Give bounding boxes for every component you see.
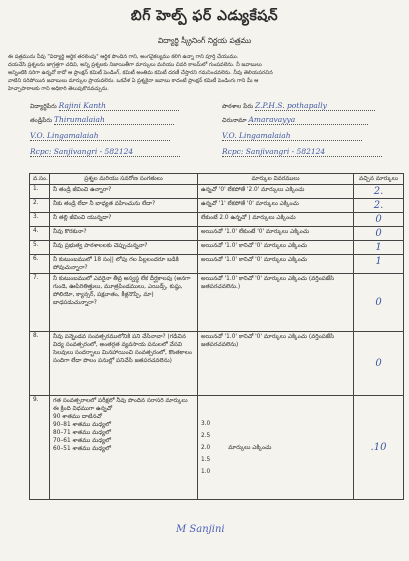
row-question: నీ కుటుంబములో 18 సం|| లోపు గల పిల్లలందరూ బడికి పోవుచున్నారా? — [50, 255, 198, 274]
handwritten-signature: M Sanjini — [176, 524, 225, 535]
row-question-cell — [50, 396, 198, 500]
grade-band: 80–71 శాతము మధ్యలో — [53, 430, 111, 436]
table-row — [30, 332, 404, 396]
row-description: ఉన్నచో '0' లేకపోతే '2.0' మార్కులు ఎక్కించు — [198, 185, 354, 199]
scale-value: 2.5 — [201, 432, 211, 439]
row-number: 8. — [30, 332, 50, 396]
row-marks: 1 — [354, 241, 404, 255]
row-number: 7. — [30, 274, 50, 332]
village-field — [30, 131, 170, 141]
school-name-field — [222, 101, 375, 111]
row-description: అయినచో '1.0' కానిచో '0' మార్కులు ఎక్కించు — [198, 241, 354, 255]
school-mandal-field — [222, 147, 382, 157]
row-number: 1. — [30, 185, 50, 199]
scale-value: 3.0 — [201, 420, 211, 427]
row-question: నీ తండ్రి జీవించి ఉన్నారా? — [50, 185, 198, 199]
grade-band: 70–61 శాతము మధ్యలో — [53, 438, 111, 444]
row-marks: 0 — [354, 213, 404, 227]
father-name-label: తండ్రిపేరు — [30, 117, 53, 124]
row-marks: 0 — [354, 227, 404, 241]
row-question: నీవు కొరకునా? — [50, 227, 198, 241]
page-subtitle: విద్యార్థి స్క్రీనింగ్ నిర్ణయ పత్రము — [157, 36, 252, 45]
row-question: నీవు పన్నెండవ సంవత్సరములోనికి పని చేసినావా? (గడిచిన విద్య సంవత్సరంలో, అంతర్గత వ్యవసాయ పనులలో వేసవి సెలవులు సందర్భాలు మినహాయించి సంవత్సరంలో, కొంతకాలం సందిగా లేదా పొలం పనుల్లో పనిచేసి జతపరచవలెను) — [50, 332, 198, 396]
school-village-value: V.O. Lingamalaiah — [222, 131, 362, 141]
student-name-value: Rajini Kanth — [59, 101, 179, 111]
school-name-label: పాఠశాల పేరు — [222, 103, 254, 110]
row-marks: 2. — [354, 199, 404, 213]
score-scale-values — [201, 418, 210, 478]
row-number: 6. — [30, 255, 50, 274]
table-row — [30, 199, 404, 213]
row-number: 3. — [30, 213, 50, 227]
grade-band: 90–81 శాతము మధ్యలో — [53, 422, 111, 428]
row-number: 9. — [30, 396, 50, 500]
school-mandal-value: Rcpc: Sanjivangri - 582124 — [222, 147, 382, 157]
school-name-value: Z.P.H.S. pothapally — [255, 101, 375, 111]
school-village-field — [222, 131, 362, 141]
header-marks: వచ్చిన మార్కులు — [354, 174, 404, 185]
row-description: అయినచో '1.0' లేకుంటే '0' మార్కులు ఎక్కించు — [198, 227, 354, 241]
row-marks: 2. — [354, 185, 404, 199]
row-question: నీవు ప్రభుత్వ పాఠశాలలకు చెప్పుచున్నవా? — [50, 241, 198, 255]
table-row — [30, 227, 404, 241]
row-question: నీ కుటుంబములో ఎవరైనా తీవ్ర అస్వస్థ లేక దీర్ఘకాలపు (అనగా గుండె, ఊపిరితిత్తులు, మూత్రపిండములు, ఎయిడ్స్, కుష్ఠు, పోలియో, క్యాన్సర్, పక్షవాతం, కీళ్లనొప్పి, మా) బాధపడుచున్నారా? — [50, 274, 198, 332]
row-description: అయినచో '1.0' కానిచో '0' మార్కులు ఎక్కించు (వర్తింపజేసి జతపరచవలెను) — [198, 332, 354, 396]
row-question: నీ తల్లి జీవించి యున్నదా? — [50, 213, 198, 227]
father-name-value: Thirumalaiah — [54, 115, 174, 125]
table-row — [30, 396, 404, 500]
row-number: 5. — [30, 241, 50, 255]
row-marks: .10 — [354, 396, 404, 500]
father-name-field — [30, 115, 174, 125]
mandal-value: Rcpc: Sanjivangri - 582124 — [30, 147, 180, 157]
header-question: ప్రశ్నల మరియు సవరోణ సంగతులు — [50, 174, 198, 185]
row-question: నీకు తండ్రి లేదా నీ బాధ్యత వహించును లేదా? — [50, 199, 198, 213]
row-description: అయినచో '1.0' కానిచో '0' మార్కులు ఎక్కించు — [198, 255, 354, 274]
table-row — [30, 255, 404, 274]
instructions-line: దయచేసి ప్రశ్నలను జాగ్రత్తగా చదివి, అన్ని ప్రశ్నలకు నిజాయితీగా మార్కులు మరియు చివరి కాలమ్‌లో గుంపవలెను. నీ జవాబులు — [8, 62, 262, 69]
school-address-field — [222, 115, 368, 125]
row-marks: 0 — [354, 274, 404, 332]
header-desc: మార్కుల వివరములు — [198, 174, 354, 185]
table-row — [30, 274, 404, 332]
screening-table — [29, 173, 404, 500]
row-marks: 0 — [354, 332, 404, 396]
table-row — [30, 185, 404, 199]
row-number: 4. — [30, 227, 50, 241]
row-description: అయినచో '1.0' కానిచో '0' మార్కులు ఎక్కించు (వర్తింపజేసి జతపరచవలెను.) — [198, 274, 354, 332]
row-description: మార్కులు ఎక్కించు — [228, 444, 272, 451]
instructions-line: అన్నింటికి సరిగా ఉన్నవో కాదో ఆ ప్రాంక్షన్ కమిటీ పెండింగ్, కమిటీ అంతిమ కమిటీ దరణీ చేస్తారని గమనించవలెను. నీవు తెలియపరచిన — [8, 70, 273, 77]
school-address-label: చిరునామా — [222, 117, 247, 124]
scale-value: 1.0 — [201, 468, 211, 475]
row-description-cell — [198, 396, 354, 500]
student-name-label: విద్యార్థిపేరు — [30, 103, 57, 110]
row-description: ఉన్నచో '1' లేకపోతే '0' మార్కులు ఎక్కించు — [198, 199, 354, 213]
grade-band: 90 శాతము దాటినచో — [53, 414, 102, 420]
instructions — [8, 53, 401, 93]
row-number: 2. — [30, 199, 50, 213]
table-header-row — [30, 174, 404, 185]
scale-value: 2.0 — [201, 444, 211, 451]
scale-value: 1.5 — [201, 456, 211, 463]
table-row — [30, 213, 404, 227]
instructions-line: ఈ పత్రమును నీవు "విద్యార్థి ఆర్థిక తరలింపు" ఆర్థిక పొందిన గాని, అంగవైకల్యము కలిగి ఉన్నా గాని పూర్తి చేయుము. — [8, 54, 239, 60]
header-sno: వ.సం. — [30, 174, 50, 185]
student-name-field — [30, 101, 179, 111]
score-scale — [201, 418, 350, 478]
mandal-field — [30, 147, 180, 157]
instructions-line: వాటిని సరిపోయిన జవాబులు మార్కుల ప్రాయవలెను. ఒకవేళ ఏ ప్రశ్నకైనా జవాబు కాదంటే ప్రాంక్షన్ కమిటీ పెండింగు గాని మీ ఆ — [8, 78, 259, 85]
instructions-line: హెచ్చాపాఠాలకు గాని అధికారి తెలుపుకొనవచ్చును. — [8, 86, 109, 93]
school-address-value: Amaravayya — [248, 115, 368, 125]
table-row — [30, 241, 404, 255]
row-marks: 1 — [354, 255, 404, 274]
village-value: V.O. Lingamalaiah — [30, 131, 170, 141]
row-question: గత సంవత్సరాలలో పరీక్షలో నీవు పొందిన సరాసరి మార్కులు ఈ క్రింది విధముగా ఉన్నచో — [53, 398, 188, 412]
page-title: బిగ్ హెల్ప్ ఫర్ ఎడ్యుకేషన్ — [130, 8, 279, 24]
row-description: లేకుంటే 2.0 ఉన్నచో ) మార్కులు ఎక్కించు — [198, 213, 354, 227]
grade-band: 60–51 శాతము మధ్యలో — [53, 446, 111, 452]
